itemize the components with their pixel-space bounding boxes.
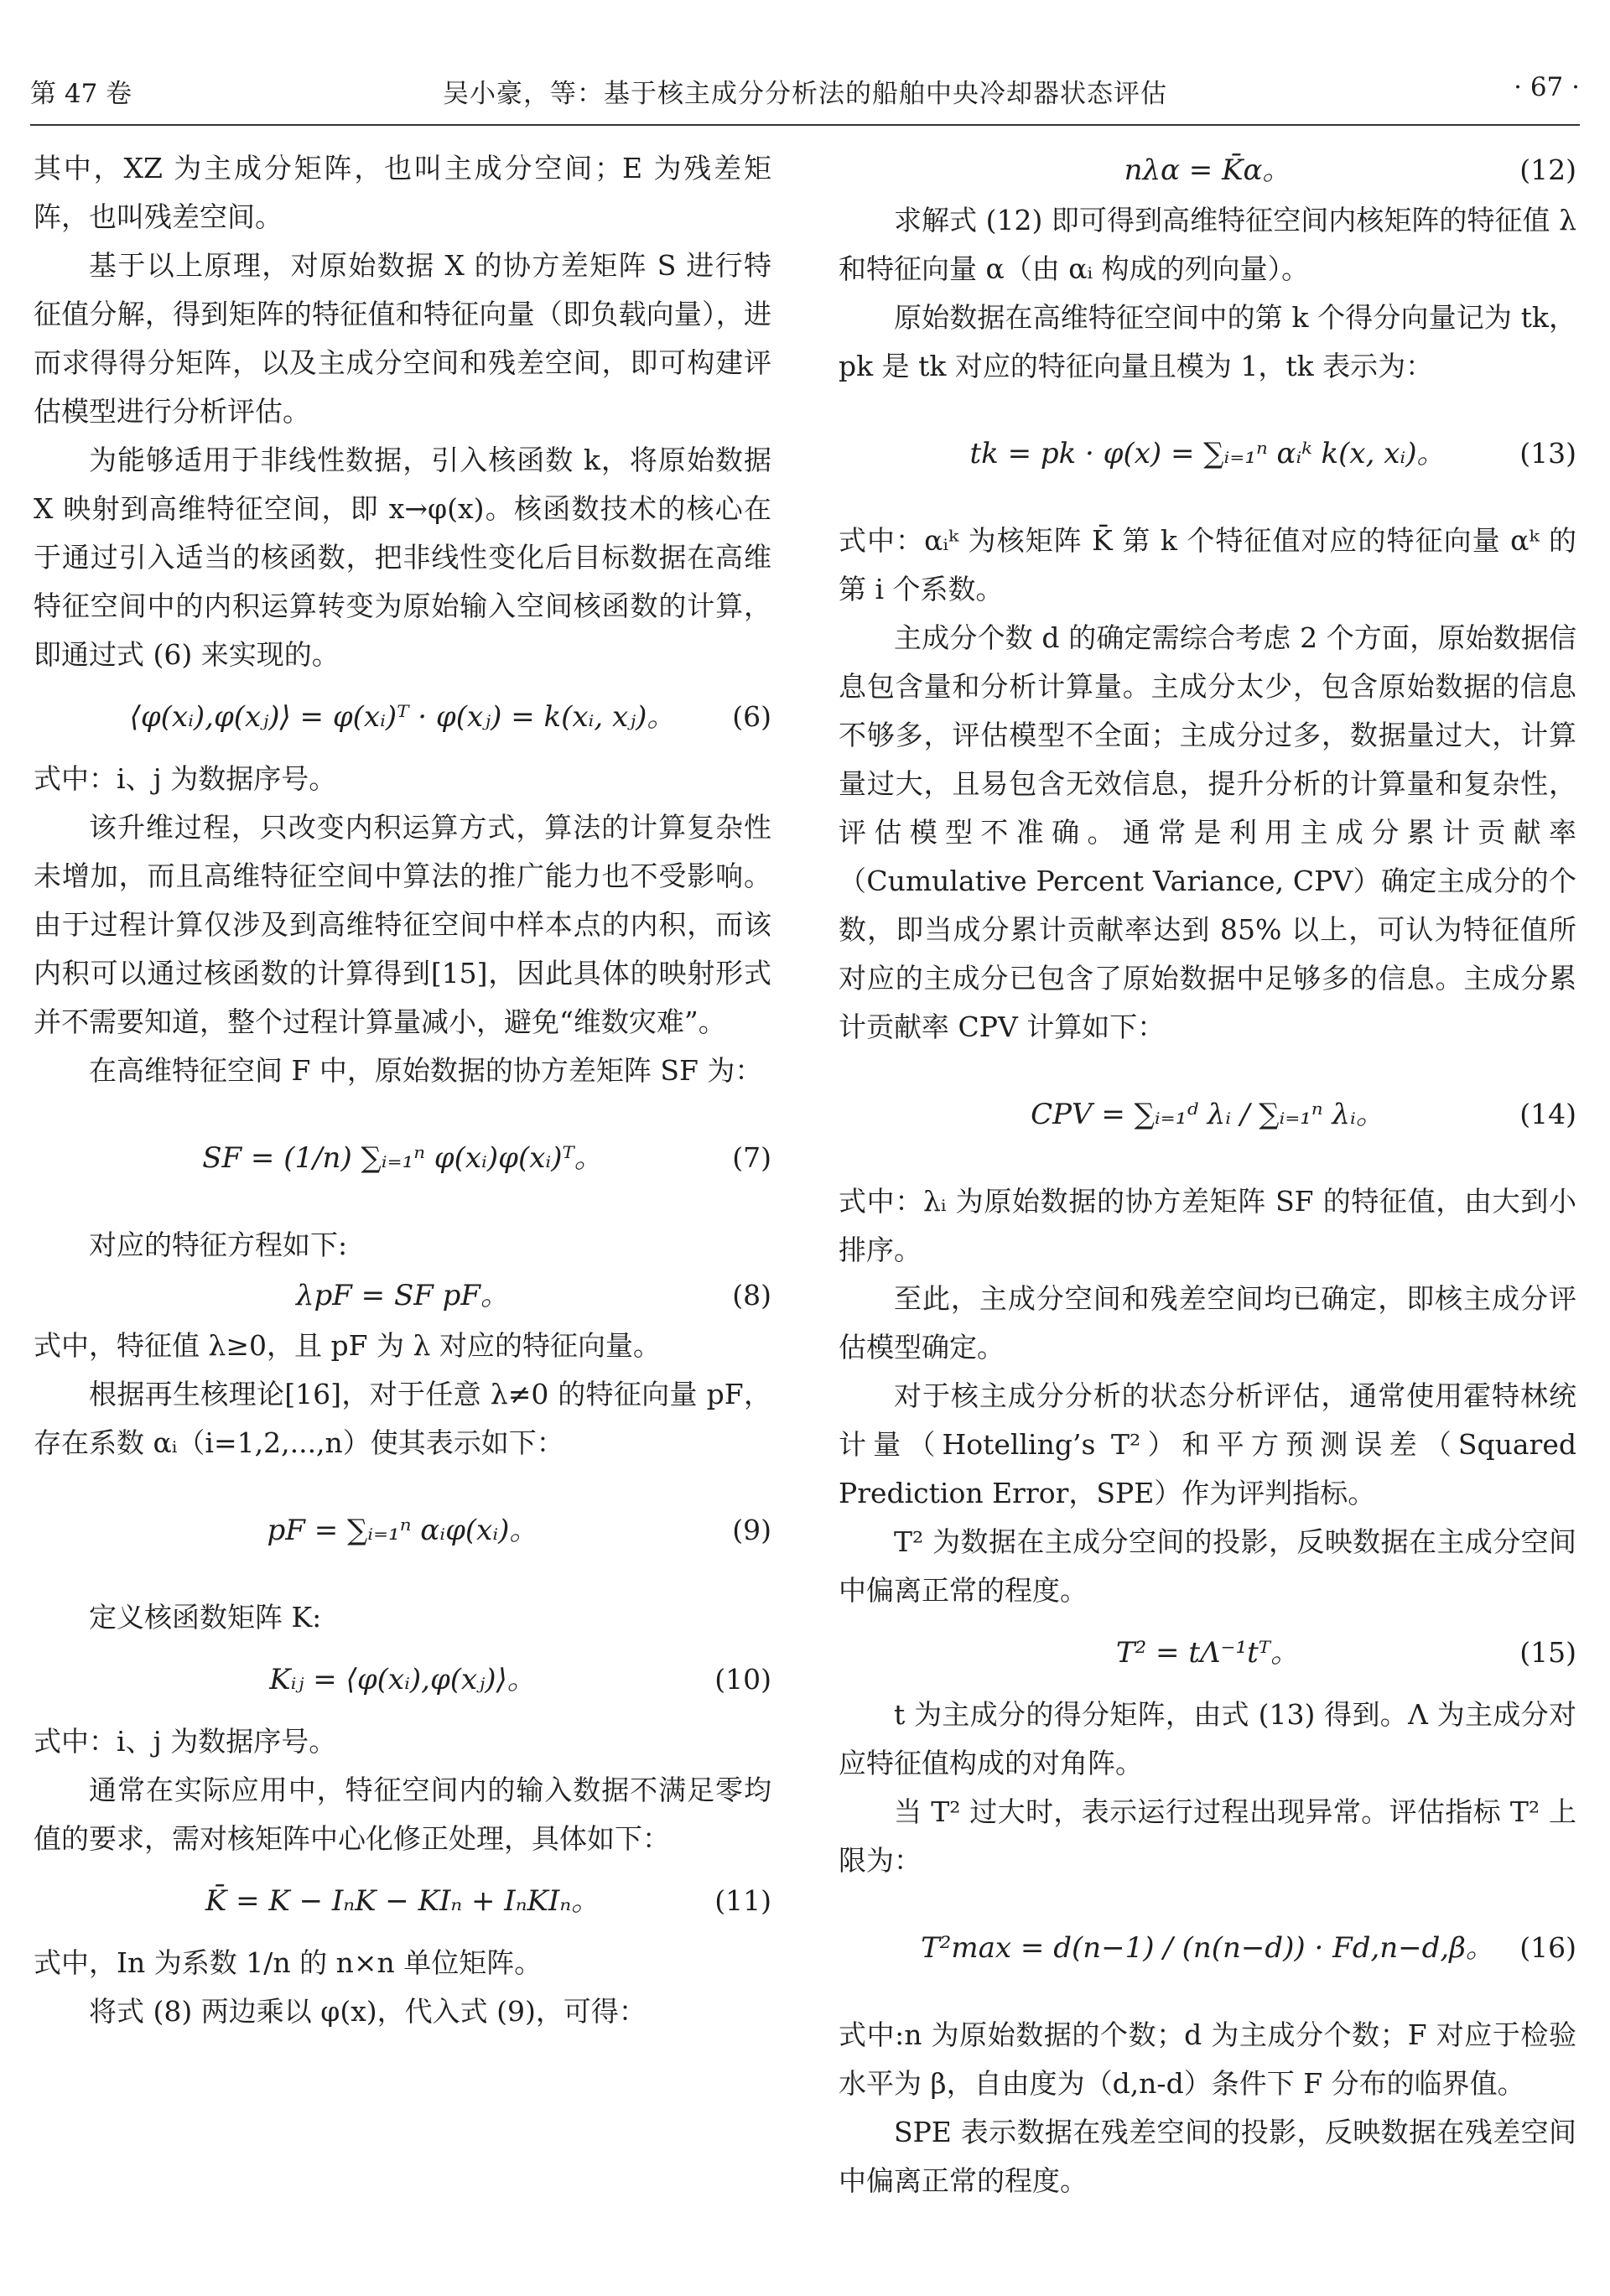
equation xyxy=(34,1270,771,1322)
equation-number: (11) xyxy=(714,1884,771,1917)
paragraph: 求解式 (12) 即可得到高维特征空间内核矩阵的特征值 λ 和特征向量 α（由 αᵢ 构成的列向量）。 xyxy=(839,204,1576,285)
equation-expression: Kᵢⱼ = ⟨φ(xᵢ),φ(xⱼ)⟩。 xyxy=(269,1663,536,1696)
paragraph: 当 T² 过大时，表示运行过程出现异常。评估指标 T² 上限为： xyxy=(839,1795,1576,1877)
paragraph: t 为主成分的得分矩阵，由式 (13) 得到。Λ 为主成分对应特征值构成的对角阵。 xyxy=(839,1698,1576,1779)
running-title: 吴小豪，等：基于核主成分分析法的船舶中央冷却器状态评估 xyxy=(443,79,1167,109)
equation-number: (16) xyxy=(1519,1931,1576,1964)
paragraph: 为能够适用于非线性数据，引入核函数 k，将原始数据 X 映射到高维特征空间，即 x→φ(x)。核函数技术的核心在于通过引入适当的核函数，把非线性变化后目标数据在高维特征空间中的内积运算转变为原始输入空间核函数的计算，即通过式 (6) 来实现的。 xyxy=(34,444,771,671)
paragraph: 式中：i、j 为数据序号。 xyxy=(34,762,337,795)
equation-expression: λpF = SF pF。 xyxy=(295,1279,510,1312)
paragraph: 式中：λᵢ 为原始数据的协方差矩阵 SF 的特征值，由大到小排序。 xyxy=(839,1185,1576,1266)
equation-number: (14) xyxy=(1519,1098,1576,1130)
paragraph: 式中:n 为原始数据的个数；d 为主成分个数；F 对应于检验水平为 β，自由度为（d,n-d）条件下 F 分布的临界值。 xyxy=(839,2018,1576,2100)
equation-number: (12) xyxy=(1519,153,1576,186)
equation-number: (13) xyxy=(1519,437,1576,470)
equation xyxy=(839,391,1576,517)
equation-expression: SF = (1/n) ∑ᵢ₌₁ⁿ φ(xᵢ)φ(xᵢ)ᵀ。 xyxy=(202,1141,603,1175)
paragraph: T² 为数据在主成分空间的投影，反映数据在主成分空间中偏离正常的程度。 xyxy=(839,1525,1576,1607)
equation-expression: T²max = d(n−1) / (n(n−d)) · Fd,n−d,β。 xyxy=(921,1931,1494,1965)
paragraph: 主成分个数 d 的确定需综合考虑 2 个方面，原始数据信息包含量和分析计算量。主成分太少，包含原始数据的信息不够多，评估模型不全面；主成分过多，数据量过大，计算量过大，且易包含无效信息，提升分析的计算量和复杂性，评估模型不准确。通常是利用主成分累计贡献率（Cumulative Percent Variance, CPV）确定主成分的个数，即当成分累计贡献率达到 85% 以上，可认为特征值所对应的主成分已包含了原始数据中足够多的信息。主成分累计贡献率 CPV 计算如下： xyxy=(839,621,1576,1043)
equation-expression: ⟨φ(xᵢ),φ(xⱼ)⟩ = φ(xᵢ)ᵀ · φ(xⱼ) = k(xᵢ, xⱼ)。 xyxy=(129,700,676,734)
equation-number: (6) xyxy=(732,700,771,733)
equation-number: (15) xyxy=(1519,1636,1576,1669)
paragraph: 在高维特征空间 F 中，原始数据的协方差矩阵 SF 为： xyxy=(89,1054,763,1087)
paragraph: 通常在实际应用中，特征空间内的输入数据不满足零均值的要求，需对核矩阵中心化修正处理，具体如下： xyxy=(34,1774,771,1855)
equation xyxy=(839,1052,1576,1177)
equation-number: (8) xyxy=(732,1279,771,1312)
paragraph: 式中：i、j 为数据序号。 xyxy=(34,1725,337,1758)
equation xyxy=(34,1863,771,1939)
equation-expression: T² = tΛ⁻¹tᵀ。 xyxy=(1115,1636,1300,1670)
page-number: · 67 · xyxy=(1514,72,1580,102)
paragraph: 将式 (8) 两边乘以 φ(x)，代入式 (9)，可得： xyxy=(89,1995,647,2028)
equation-expression: K̄ = K − IₙK − KIₙ + IₙKIₙ。 xyxy=(205,1884,600,1918)
paragraph: 根据再生核理论[16]，对于任意 λ≠0 的特征向量 pF，存在系数 αᵢ（i=1,2,...,n）使其表示如下： xyxy=(34,1378,771,1459)
paragraph: 其中，XZ 为主成分矩阵，也叫主成分空间；E 为残差矩阵，也叫残差空间。 xyxy=(34,152,771,233)
right-column xyxy=(839,144,1576,2205)
paragraph: 式中：αᵢᵏ 为核矩阵 K̄ 第 k 个特征值对应的特征向量 αᵏ 的第 i 个系数。 xyxy=(839,524,1576,605)
equation-number: (9) xyxy=(732,1514,771,1546)
equation xyxy=(34,679,771,755)
equation xyxy=(839,144,1576,196)
equation-expression: CPV = ∑ᵢ₌₁ᵈ λᵢ / ∑ᵢ₌₁ⁿ λᵢ。 xyxy=(1031,1098,1384,1131)
header-rule xyxy=(30,124,1580,126)
left-column xyxy=(34,144,771,2036)
paragraph: 式中，特征值 λ≥0，且 pF 为 λ 对应的特征向量。 xyxy=(34,1329,661,1362)
paragraph: 该升维过程，只改变内积运算方式，算法的计算复杂性未增加，而且高维特征空间中算法的推广能力也不受影响。由于过程计算仅涉及到高维特征空间中样本点的内积，而该内积可以通过核函数的计算得到[15]，因此具体的映射形式并不需要知道，整个过程计算量减小，避免“维数灾难”。 xyxy=(34,811,771,1038)
paragraph: 基于以上原理，对原始数据 X 的协方差矩阵 S 进行特征值分解，得到矩阵的特征值和特征向量（即负载向量），进而求得得分矩阵，以及主成分空间和残差空间，即可构建评估模型进行分析评估。 xyxy=(34,249,771,428)
equation-number: (10) xyxy=(714,1663,771,1696)
equation-number: (7) xyxy=(732,1141,771,1174)
paragraph: 原始数据在高维特征空间中的第 k 个得分向量记为 tk，pk 是 tk 对应的特征向量且模为 1，tk 表示为： xyxy=(839,301,1576,382)
equation xyxy=(839,1885,1576,2011)
paragraph: 对于核主成分分析的状态分析评估，通常使用霍特林统计量（Hotelling’s T²）和平方预测误差（Squared Prediction Error，SPE）作为评判指标。 xyxy=(839,1379,1576,1509)
equation xyxy=(839,1615,1576,1691)
equation-expression: nλα = K̄α。 xyxy=(1124,153,1291,187)
paragraph: SPE 表示数据在残差空间的投影，反映数据在残差空间中偏离正常的程度。 xyxy=(839,2116,1576,2197)
paragraph: 对应的特征方程如下: xyxy=(89,1229,348,1261)
equation-expression: pF = ∑ᵢ₌₁ⁿ αᵢφ(xᵢ)。 xyxy=(267,1514,538,1547)
volume-label: 第 47 卷 xyxy=(30,79,132,109)
equation-expression: tk = pk · φ(x) = ∑ᵢ₌₁ⁿ αᵢᵏ k(x, xᵢ)。 xyxy=(969,437,1446,470)
equation xyxy=(34,1467,771,1593)
equation xyxy=(34,1095,771,1221)
paragraph: 式中，In 为系数 1/n 的 n×n 单位矩阵。 xyxy=(34,1946,543,1979)
equation xyxy=(34,1642,771,1717)
paragraph: 至此，主成分空间和残差空间均已确定，即核主成分评估模型确定。 xyxy=(839,1282,1576,1364)
paragraph: 定义核函数矩阵 K: xyxy=(89,1601,322,1634)
running-header xyxy=(30,72,1580,111)
